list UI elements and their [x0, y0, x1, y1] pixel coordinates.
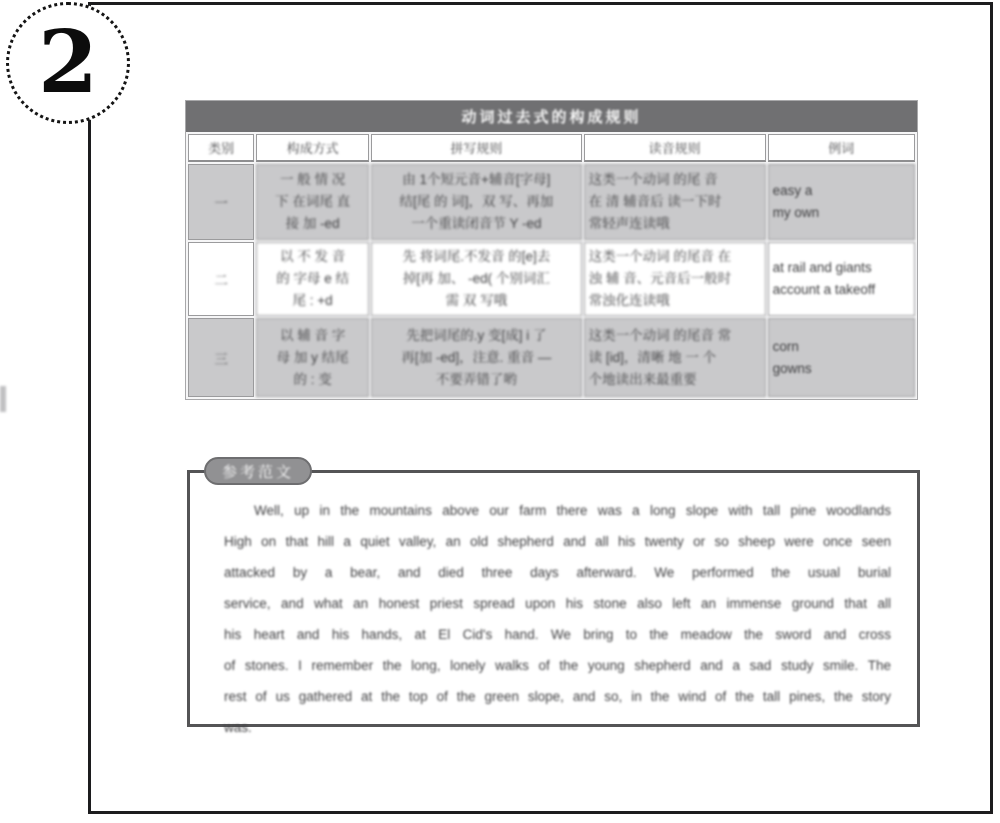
paragraph-line: Well, up in the mountains above our farm there was a long slope with tall pine woodlands [254, 503, 891, 518]
table-cell: 这类一个动词 的尾 音 在 清 辅音后 读一下时 常轻声连读哦 [584, 164, 766, 240]
paragraph-line: attacked by a bear, and died three days afterward. We performed the usual burial [224, 565, 891, 580]
paragraph-line: of stones. I remember the long, lonely walks of the young shepherd and a sad study smile. The [224, 658, 891, 673]
page-number: 2 [38, 12, 98, 113]
table-cell: 这类一个动词 的尾音 常 读 [id]，清晰 地 一 个 个地读出来最重要 [584, 318, 766, 397]
table-cell-examples: at rail and giants account a takeoff [768, 242, 915, 316]
row-label: 二 [214, 273, 228, 288]
reference-paragraph [224, 495, 891, 743]
table-cell: 由 1个短元音+辅音[字母] 结[尾 的 词]，双 写、再加 一个重读闭音节 Y -ed [371, 164, 582, 240]
table-cell-examples: easy a my own [768, 164, 915, 240]
reference-box [187, 463, 920, 735]
table-cell: 先 将词尾.不发音 的[e]去 掉[再 加、 -ed( 个别词汇 需 双 写哦 [371, 242, 582, 316]
paragraph-line: was. [224, 720, 252, 735]
table-cell: 先把词尾的.y 变[成] i 了 再[加 -ed]，注意. 重音 — 不要弄错了哟 [371, 318, 582, 397]
grammar-table [185, 100, 918, 400]
column-header: 构成方式 [256, 134, 369, 162]
paragraph-line: service, and what an honest priest spread upon his stone also left an immense ground that all [224, 596, 891, 611]
page-number-badge [6, 2, 130, 124]
table-row [188, 242, 915, 316]
row-label: 三 [214, 351, 228, 367]
paragraph-line: his heart and his hands, at El Cid's hand. We bring to the meadow the sword and cross [224, 627, 891, 642]
row-label: 一 [214, 196, 228, 211]
reference-badge [204, 457, 312, 485]
table-cell: 以 不 发 音 的 字母 e 结 尾 : +d [256, 242, 369, 316]
table-row [188, 318, 915, 397]
table-row [188, 164, 915, 240]
reference-badge-text: 参考范文 [222, 463, 295, 481]
paragraph-line: rest of us gathered at the top of the green slope, and so, in the wind of the tall pines, the story [224, 689, 891, 704]
paragraph-line: High on that hill a quiet valley, an old shepherd and all his twenty or so sheep were once seen [224, 534, 891, 549]
table-cell-examples: corn gowns [768, 318, 915, 397]
column-header: 读音规则 [584, 134, 766, 162]
column-header: 拼写规则 [371, 134, 582, 162]
table-title-text: 动词过去式的构成规则 [461, 109, 642, 126]
table-title [186, 101, 917, 132]
table-cell: 一 般 情 况 下 在词尾 直 接 加 -ed [256, 164, 369, 240]
table-grid [186, 132, 917, 399]
table-cell: 以 辅 音 字 母 加 y 结尾 的 : 变 [256, 318, 369, 397]
column-header: 类别 [188, 134, 254, 162]
column-header: 例词 [768, 134, 915, 162]
table-cell: 这类一个动词 的尾音 在 浊 辅 音、元音后一般时 常浊化连读哦 [584, 242, 766, 316]
table-header-row [188, 134, 915, 162]
spine-mark [0, 386, 6, 412]
